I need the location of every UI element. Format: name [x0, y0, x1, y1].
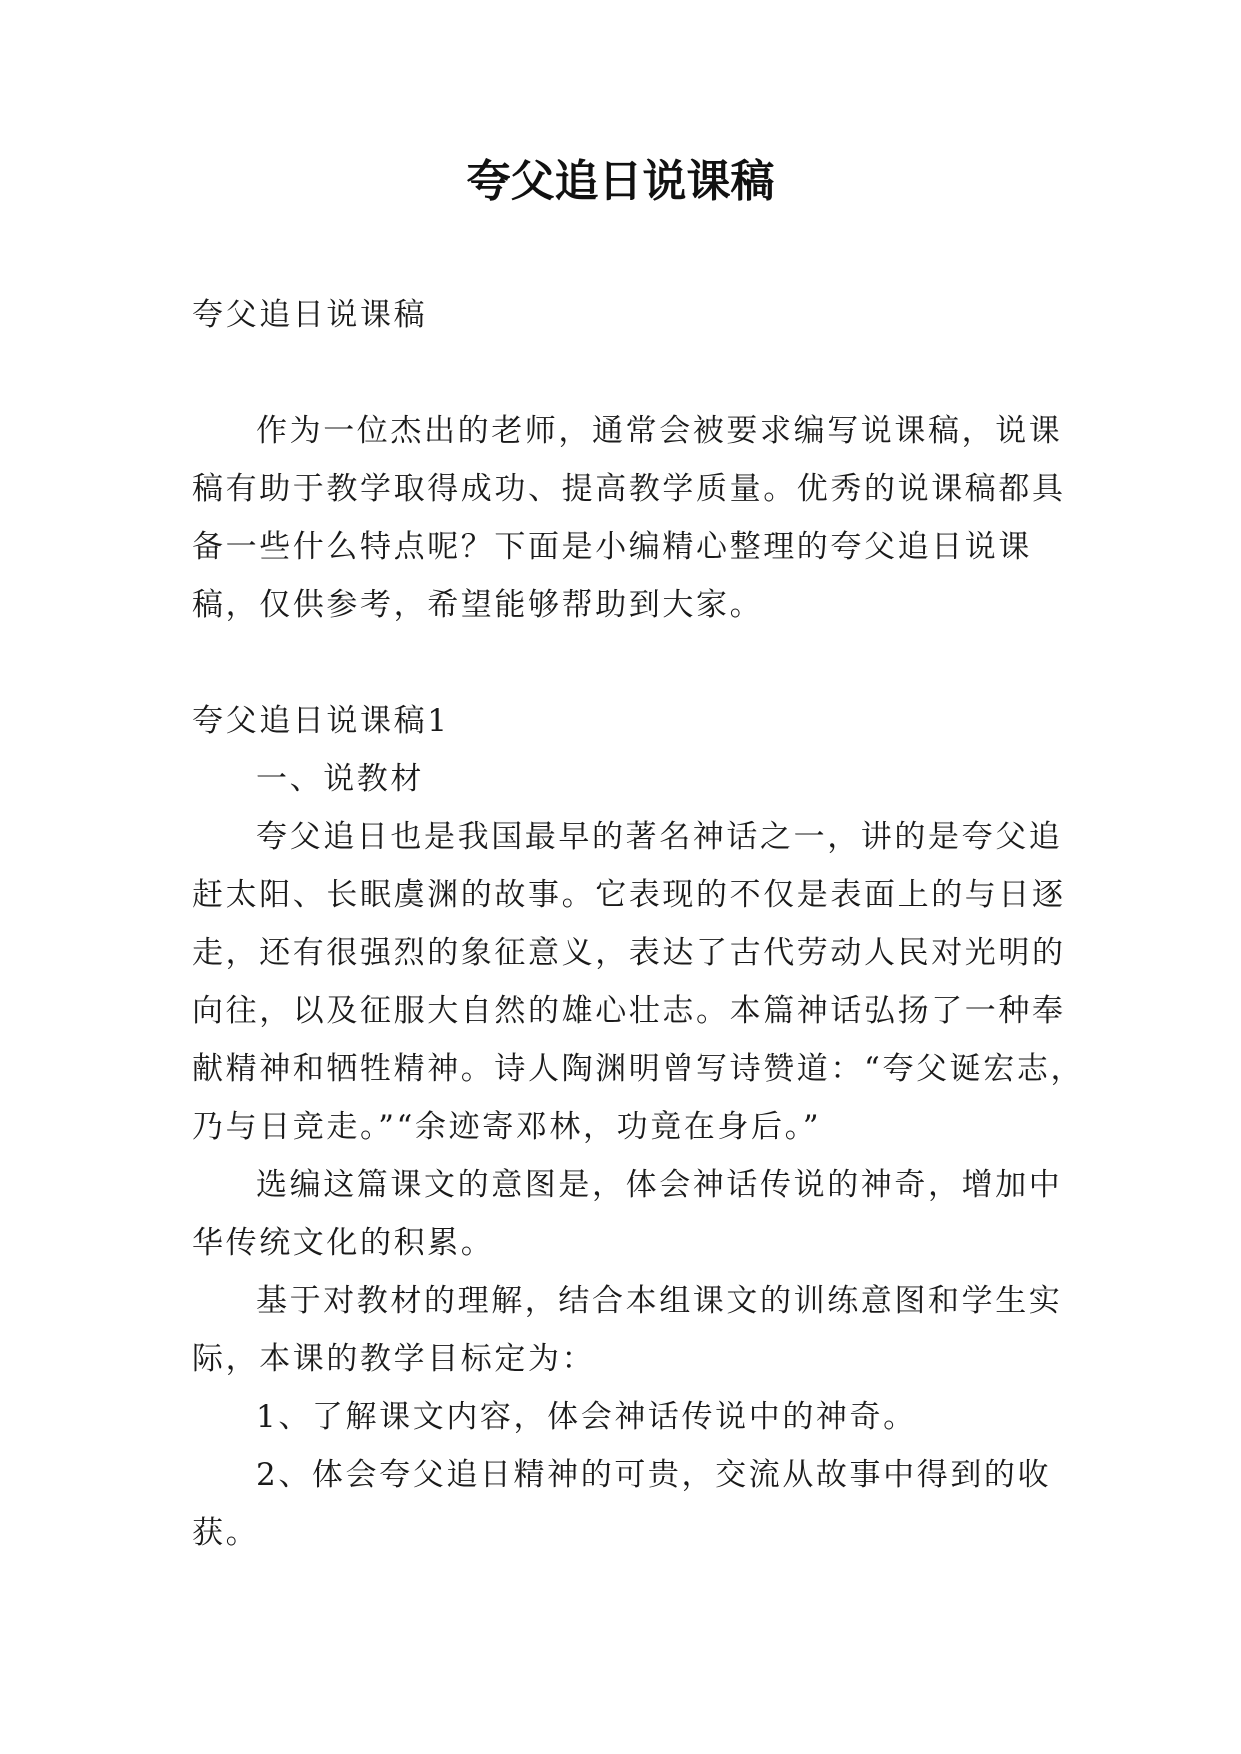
- paragraph-line: 献精神和牺牲精神。诗人陶渊明曾写诗赞道：“夸父诞宏志，: [192, 1051, 1085, 1087]
- paragraph-line: 赶太阳、长眠虞渊的故事。它表现的不仅是表面上的与日逐: [192, 877, 1066, 913]
- paragraph-textbook: [192, 808, 1085, 1156]
- paragraph-line: 2、体会夸父追日精神的可贵，交流从故事中得到的收: [256, 1457, 1052, 1493]
- paragraph-line: 稿，仅供参考，希望能够帮助到大家。: [192, 587, 764, 623]
- document-body: [192, 286, 1085, 1562]
- document-title: 夸父追日说课稿: [466, 156, 775, 207]
- paragraph-line: 基于对教材的理解，结合本组课文的训练意图和学生实: [256, 1283, 1063, 1319]
- subtitle: 夸父追日说课稿: [192, 297, 428, 333]
- paragraph-line: 备一些什么特点呢？下面是小编精心整理的夸父追日说课: [192, 529, 1032, 565]
- paragraph-line: 选编这篇课文的意图是，体会神话传说的神奇，增加中: [256, 1167, 1063, 1203]
- paragraph-line: 走，还有很强烈的象征意义，表达了古代劳动人民对光明的: [192, 935, 1066, 971]
- section-heading: 一、说教材: [256, 761, 424, 797]
- paragraph-line: 向往，以及征服大自然的雄心壮志。本篇神话弘扬了一种奉: [192, 993, 1066, 1029]
- paragraph-line: 夸父追日也是我国最早的著名神话之一，讲的是夸父追: [256, 819, 1063, 855]
- paragraph-line: 获。: [192, 1515, 260, 1551]
- section-title: 夸父追日说课稿1: [192, 703, 450, 739]
- goal-item-1: 1、了解课文内容，体会神话传说中的神奇。: [256, 1399, 917, 1435]
- spacer: [192, 344, 1062, 402]
- intro-paragraph: [192, 402, 1066, 634]
- paragraph-line: 华传统文化的积累。: [192, 1225, 495, 1261]
- paragraph-goals-intro: [192, 1272, 1062, 1388]
- paragraph-line: 作为一位杰出的老师，通常会被要求编写说课稿，说课: [256, 413, 1063, 449]
- spacer: [192, 634, 1062, 692]
- paragraph-intent: [192, 1156, 1062, 1272]
- goal-item-2: [192, 1446, 1062, 1562]
- paragraph-line: 际，本课的教学目标定为：: [192, 1341, 596, 1377]
- paragraph-line: 稿有助于教学取得成功、提高教学质量。优秀的说课稿都具: [192, 471, 1066, 507]
- paragraph-line: 乃与日竞走。”“余迹寄邓林，功竟在身后。”: [192, 1109, 822, 1145]
